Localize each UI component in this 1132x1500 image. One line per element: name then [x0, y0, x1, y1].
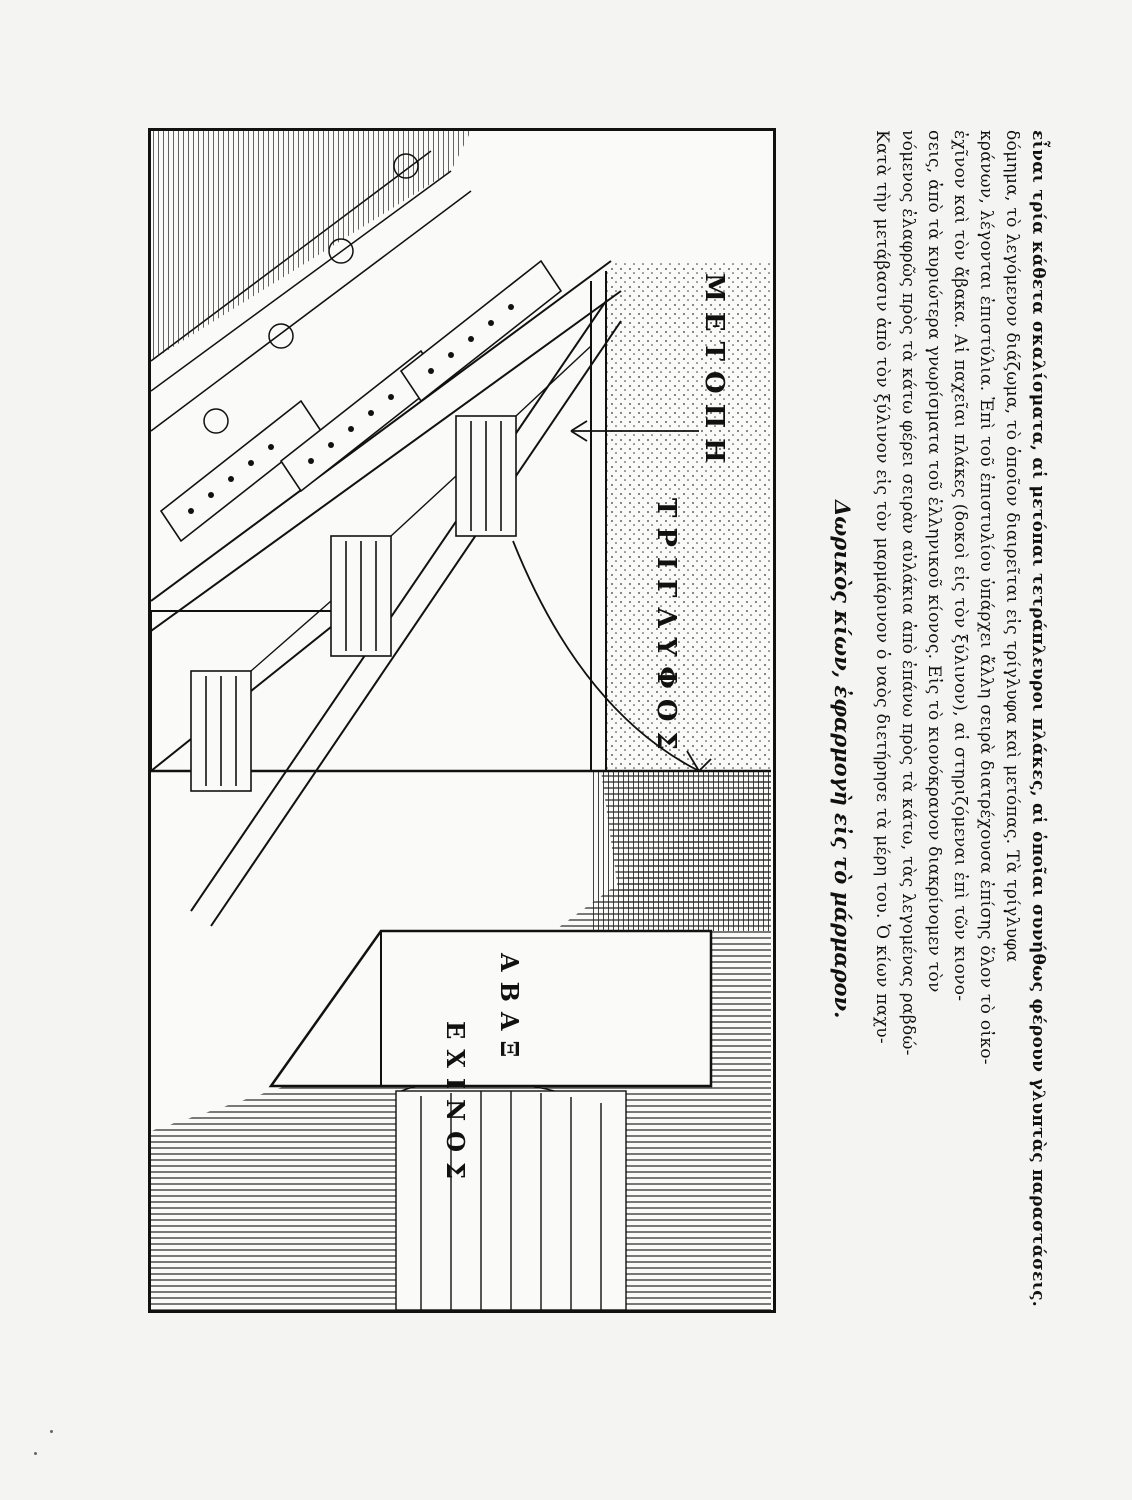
caption-title: Δωρικὸς κίων, ἐφαρμογὴ εἰς τὸ μάρμαρον. [830, 500, 855, 1019]
abax-label: ΑΒΑΞ [495, 953, 524, 1068]
caption-line-6: δόμημα, τὸ λεγόμενον διάζωμα, τὸ ὁποῖον διαιρεῖται εἰς τρίγλυφα καὶ μετόπας. Τὰ τρίγλυφα [1002, 130, 1022, 963]
caption-line-7: εἶναι τρία κάθετα σκαλίσματα, αἱ μετόπαι τετράπλευροι πλάκες, αἱ ὁποῖαι συνήθως φέρουν γλυπτὰς παραστάσεις. [1028, 130, 1048, 1308]
caption-line-5: κράνων, λέγονται ἐπιστύλια. Ἐπὶ τοῦ ἐπιστυλίου ὑπάρχει ἄλλη σειρὰ διατρέχουσα ἐπίσης ὅλον τὸ οἰκο- [976, 130, 996, 1065]
column-fluting [396, 1080, 626, 1310]
page-speck [34, 1452, 37, 1455]
doric-column-illustration [148, 128, 776, 1313]
caption-line-2: νόμενος ἐλαφρῶς πρὸς τὰ κάτω φέρει σειρὰν αὐλάκια ἀπὸ ἐπάνω πρὸς τὰ κάτω, τὰς λεγομένας ραβδώ- [898, 130, 918, 1056]
caption-line-4: ἐχῖνον καὶ τὸν ἄβακα. Αἱ παχεῖαι πλάκες (δοκοὶ εἰς τὸν ξύλινον), αἱ στηριζόμεναι ἐπὶ τῶν κιονο- [950, 130, 970, 1002]
page-speck [50, 1430, 53, 1433]
triglyph-label: ΤΡΙΓΛΥΦΟΣ [651, 498, 681, 760]
metope-label: ΜΕΤΟΠΗ [699, 273, 729, 473]
roof-tiles [151, 131, 471, 361]
abax-slab [271, 931, 711, 1086]
caption-line-3: σεις, ἀπὸ τὰ κυριώτερα γνωρίσματα τοῦ ἑλληνικοῦ κίονος. Εἰς τὸ κιονόκρανον διακρίνομεν τὸν [924, 130, 944, 993]
wall-stipple [606, 261, 771, 771]
caption-line-1: Κατὰ τὴν μετάβασιν ἀπὸ τὸν ξύλινον εἰς τὸν μαρμάρινον ὁ ναὸς διετήρησε τὰ μέρη του. Ὁ κίων παχυ- [872, 130, 892, 1044]
echinus-label: ΕΧΙΝΟΣ [441, 1021, 470, 1189]
